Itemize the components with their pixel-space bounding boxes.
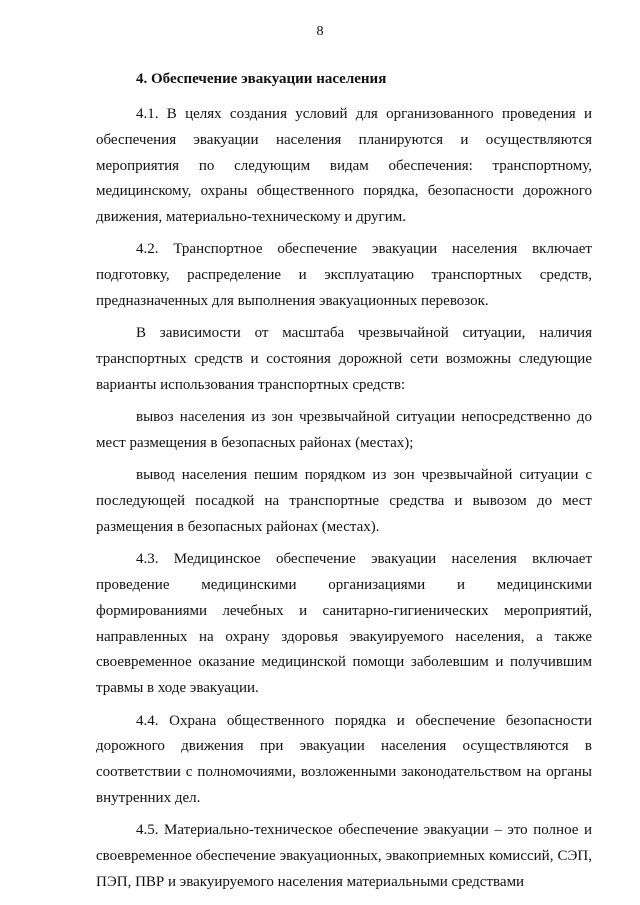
paragraph-variant-vehicle: вывоз населения из зон чрезвычайной ситуации непосредственно до мест размещения в безопасных районах (местах); <box>96 409 592 452</box>
paragraph-transport-variants: В зависимости от масштаба чрезвычайной ситуации, наличия транспортных средств и состояния дорожной сети возможны следующие варианты использования транспортных средств: <box>96 325 592 393</box>
paragraph-4-1: 4.1. В целях создания условий для организованного проведения и обеспечения эвакуации населения планируются и осуществляются мероприятия по следующим видам обеспечения: транспортному, медицинскому, охраны общественного порядка, безопасности дорожного движения, материально-техническому и другим. <box>96 106 592 226</box>
paragraph-4-4: 4.4. Охрана общественного порядка и обеспечение безопасности дорожного движения при эвакуации населения осуществляются в соответствии с полномочиями, возложенными законодательством на органы внутренних дел. <box>96 712 592 806</box>
paragraph-4-5: 4.5. Материально-техническое обеспечение эвакуации – это полное и своевременное обеспечение эвакуационных, эвакоприемных комиссий, СЭП, ПЭП, ПВР и эвакуируемого населения материальными средствами <box>96 822 592 890</box>
paragraph-variant-foot: вывод населения пешим порядком из зон чрезвычайной ситуации с последующей посадкой на транспортные средства и вывозом до мест размещения в безопасных районах (местах). <box>96 467 592 535</box>
page-number: 8 <box>316 24 324 39</box>
paragraph-4-3: 4.3. Медицинское обеспечение эвакуации населения включает проведение медицинскими организациями и медицинскими формированиями лечебных и санитарно-гигиенических мероприятий, направленных на охрану здоровья эвакуируемого населения, а также своевременное оказание медицинской помощи заболевшим и получившим травмы в ходе эвакуации. <box>96 551 592 697</box>
document-body <box>96 102 592 902</box>
section-heading: 4. Обеспечение эвакуации населения <box>136 71 387 87</box>
paragraph-4-2: 4.2. Транспортное обеспечение эвакуации населения включает подготовку, распределение и эксплуатацию транспортных средств, предназначенных для выполнения эвакуационных перевозок. <box>96 241 592 310</box>
